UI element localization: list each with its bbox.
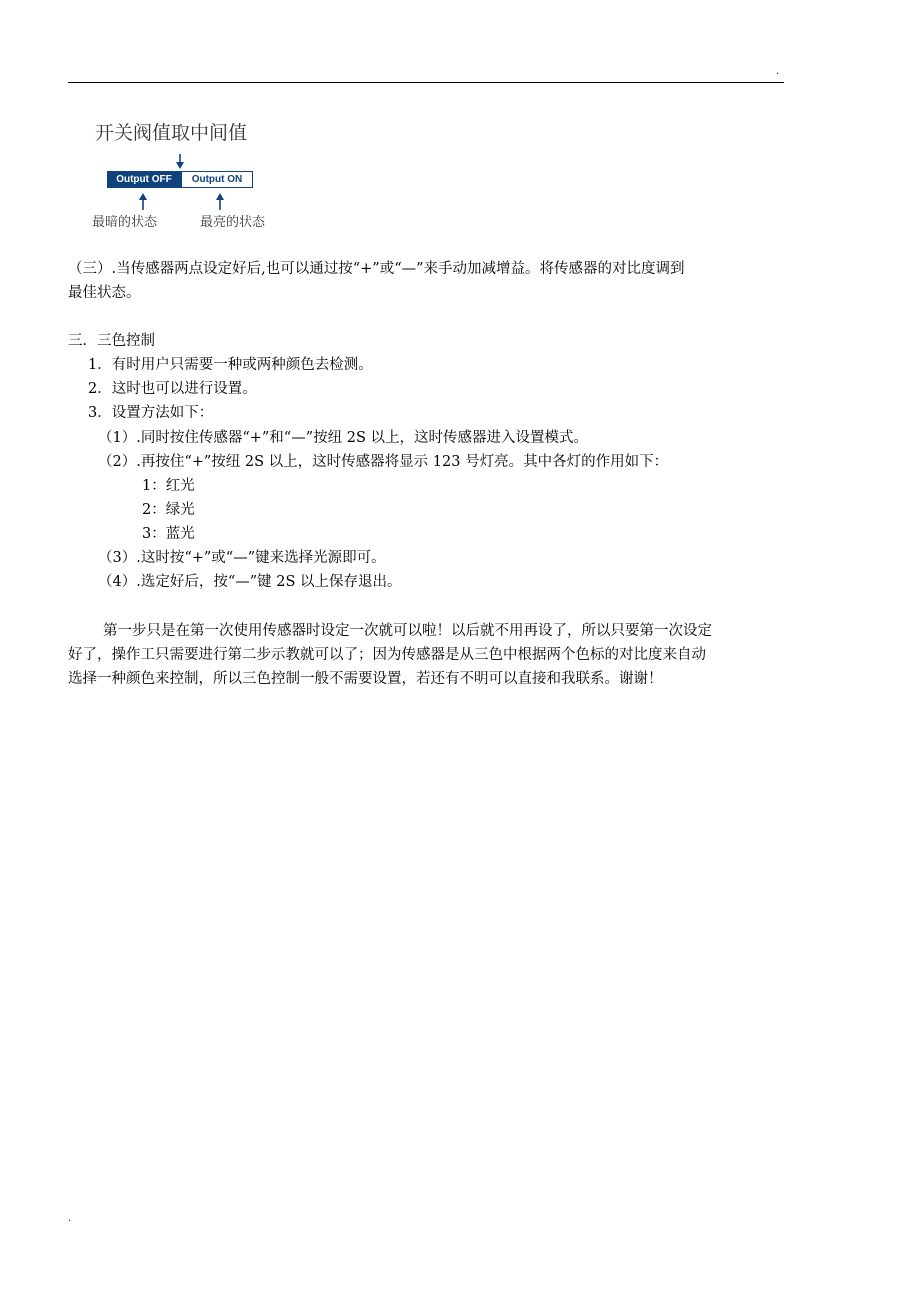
setup-step-1: （1）.同时按住传感器“+”和“—”按纽 2S 以上，这时传感器进入设置模式。 <box>98 430 589 446</box>
light-item-2: 2：绿光 <box>142 502 195 518</box>
setup-step-2: （2）.再按住“+”按纽 2S 以上，这时传感器将显示 123 号灯亮。其中各灯的作用如下： <box>98 454 669 470</box>
tri-color-heading: 三．三色控制 <box>68 333 155 349</box>
figure-title: 开关阀值取中间值 <box>95 122 248 144</box>
section-three-line-2: 最佳状态。 <box>68 285 141 301</box>
closing-line-1: 第一步只是在第一次使用传感器时设定一次就可以啦！以后就不用再设了，所以只要第一次设定 <box>103 623 712 639</box>
section-three-line-1: （三）.当传感器两点设定好后,也可以通过按“+”或“—”来手动加减增益。将传感器的对比度调到 <box>68 261 685 277</box>
setup-step-3: （3）.这时按“+”或“—”键来选择光源即可。 <box>98 550 386 566</box>
label-darkest-state: 最暗的状态 <box>92 215 158 230</box>
threshold-arrow-icon <box>176 154 184 169</box>
tri-color-item-3: 3．设置方法如下： <box>88 405 214 421</box>
brightest-arrow-icon <box>216 193 224 210</box>
output-on-block: Output ON <box>181 171 253 188</box>
closing-line-2: 好了，操作工只需要进行第二步示教就可以了；因为传感器是从三色中根据两个色标的对比度来自动 <box>68 647 706 663</box>
header-rule <box>68 82 784 83</box>
header-dot: . <box>776 66 780 77</box>
closing-line-3: 选择一种颜色来控制，所以三色控制一般不需要设置，若还有不明可以直接和我联系。谢谢！ <box>68 671 663 687</box>
setup-step-4: （4）.选定好后，按“—”键 2S 以上保存退出。 <box>98 574 402 590</box>
light-item-3: 3：蓝光 <box>142 526 195 542</box>
light-item-1: 1：红光 <box>142 478 195 494</box>
tri-color-item-2: 2．这时也可以进行设置。 <box>88 381 257 397</box>
label-brightest-state: 最亮的状态 <box>200 215 266 230</box>
footer-dot: . <box>68 1213 72 1224</box>
threshold-figure <box>90 118 290 238</box>
darkest-arrow-icon <box>139 193 147 210</box>
output-off-block: Output OFF <box>107 171 181 188</box>
tri-color-item-1: 1．有时用户只需要一种或两种颜色去检测。 <box>88 357 373 373</box>
